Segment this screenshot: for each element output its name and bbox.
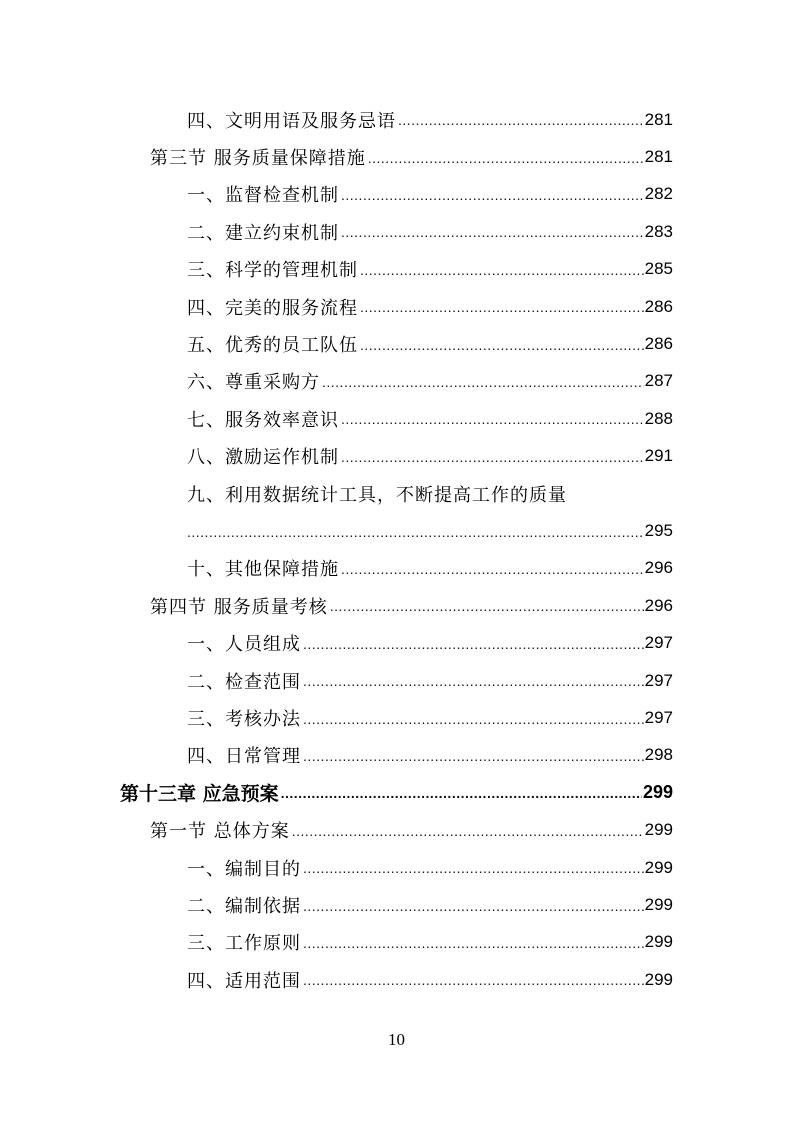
toc-entry-title: 五、优秀的员工队伍 (187, 335, 358, 357)
dot-leader (303, 709, 644, 728)
dot-leader (341, 409, 644, 428)
toc-entry-title: 三、工作原则 (187, 933, 301, 955)
toc-entry-title: 九、利用数据统计工具，不断提高工作的质量 (187, 484, 567, 506)
toc-entry[interactable] (187, 176, 673, 213)
toc-entry-page: 286 (644, 296, 673, 316)
dot-leader (303, 634, 644, 653)
toc-entry-title: 第四节 服务质量考核 (150, 596, 328, 618)
toc-entry[interactable] (187, 101, 673, 138)
dot-leader (292, 821, 644, 840)
toc-entry[interactable] (187, 624, 673, 661)
toc-entry[interactable] (187, 886, 673, 923)
toc-entry-title: 一、监督检查机制 (187, 185, 339, 207)
dot-leader (341, 559, 644, 578)
toc-entry-wrapped-title[interactable] (187, 475, 793, 512)
toc-entry-page: 281 (644, 109, 673, 129)
toc-entry[interactable] (187, 699, 673, 736)
toc-entry[interactable] (187, 924, 673, 961)
dot-leader (368, 148, 644, 167)
toc-entry-page: 281 (644, 147, 673, 167)
toc-entry-title: 二、编制依据 (187, 895, 301, 917)
toc-entry[interactable] (187, 438, 673, 475)
toc-entry-title: 一、人员组成 (187, 634, 301, 656)
toc-entry-page: 299 (644, 820, 673, 840)
dot-leader (398, 110, 644, 129)
toc-entry-page: 299 (644, 932, 673, 952)
toc-entry-title: 四、适用范围 (187, 970, 301, 992)
dot-leader (303, 671, 644, 690)
toc-entry-page: 286 (644, 334, 673, 354)
dot-leader (303, 858, 644, 877)
toc-entry-title: 三、考核办法 (187, 708, 301, 730)
toc-entry[interactable] (187, 400, 673, 437)
toc-entry[interactable] (187, 363, 673, 400)
page-number: 10 (388, 1030, 405, 1049)
toc-entry-page: 299 (644, 857, 673, 877)
toc-entry-page: 291 (644, 446, 673, 466)
dot-leader (281, 783, 642, 802)
toc-entry-page: 287 (644, 371, 673, 391)
toc-entry[interactable] (187, 737, 673, 774)
toc-entry-page: 297 (644, 670, 673, 690)
toc-entry[interactable] (187, 961, 673, 998)
toc-entry-title: 第十三章 应急预案 (120, 783, 279, 806)
dot-leader (322, 372, 644, 391)
toc-entry-page: 285 (644, 259, 673, 279)
toc-entry-title: 四、日常管理 (187, 746, 301, 768)
toc-section-entry[interactable] (150, 138, 673, 175)
toc-entry-page: 296 (644, 595, 673, 615)
toc-entry-title: 一、编制目的 (187, 858, 301, 880)
toc-entry-page: 295 (644, 520, 673, 540)
toc-entry-title: 四、完美的服务流程 (187, 297, 358, 319)
toc-entry[interactable] (187, 288, 673, 325)
dot-leader (303, 896, 644, 915)
toc-entry-title: 十、其他保障措施 (187, 559, 339, 581)
dot-leader (303, 933, 644, 952)
toc-entry[interactable] (187, 251, 673, 288)
toc-entry[interactable] (187, 213, 673, 250)
toc-entry-title: 二、检查范围 (187, 671, 301, 693)
table-of-contents (0, 101, 793, 998)
toc-entry-title: 八、激励运作机制 (187, 447, 339, 469)
dot-leader (360, 335, 644, 354)
toc-entry-page: 299 (644, 969, 673, 989)
toc-entry-title: 第一节 总体方案 (150, 821, 290, 843)
dot-leader (330, 596, 644, 615)
toc-entry-page: 282 (644, 184, 673, 204)
toc-entry-title: 第三节 服务质量保障措施 (150, 148, 366, 170)
toc-entry[interactable] (187, 849, 673, 886)
dot-leader (303, 746, 644, 765)
toc-entry-page: 299 (642, 782, 673, 803)
toc-entry[interactable] (187, 662, 673, 699)
toc-entry-title: 三、科学的管理机制 (187, 260, 358, 282)
toc-entry-wrapped-leader[interactable] (187, 512, 673, 549)
dot-leader (341, 185, 644, 204)
toc-section-entry[interactable] (150, 587, 673, 624)
toc-entry-page: 283 (644, 221, 673, 241)
toc-entry[interactable] (187, 325, 673, 362)
dot-leader (360, 297, 644, 316)
toc-entry-title: 七、服务效率意识 (187, 409, 339, 431)
dot-leader (341, 222, 644, 241)
toc-entry-page: 299 (644, 894, 673, 914)
dot-leader (303, 970, 644, 989)
dot-leader (187, 522, 644, 541)
toc-entry-title: 四、文明用语及服务忌语 (187, 110, 396, 132)
toc-chapter-entry[interactable] (120, 774, 673, 811)
toc-entry-page: 297 (644, 633, 673, 653)
dot-leader (341, 447, 644, 466)
toc-entry-page: 298 (644, 745, 673, 765)
toc-entry[interactable] (187, 550, 673, 587)
toc-entry-page: 288 (644, 408, 673, 428)
toc-entry-title: 六、尊重采购方 (187, 372, 320, 394)
dot-leader (360, 260, 644, 279)
toc-section-entry[interactable] (150, 811, 673, 848)
toc-entry-page: 297 (644, 707, 673, 727)
toc-entry-page: 296 (644, 558, 673, 578)
toc-entry-title: 二、建立约束机制 (187, 222, 339, 244)
